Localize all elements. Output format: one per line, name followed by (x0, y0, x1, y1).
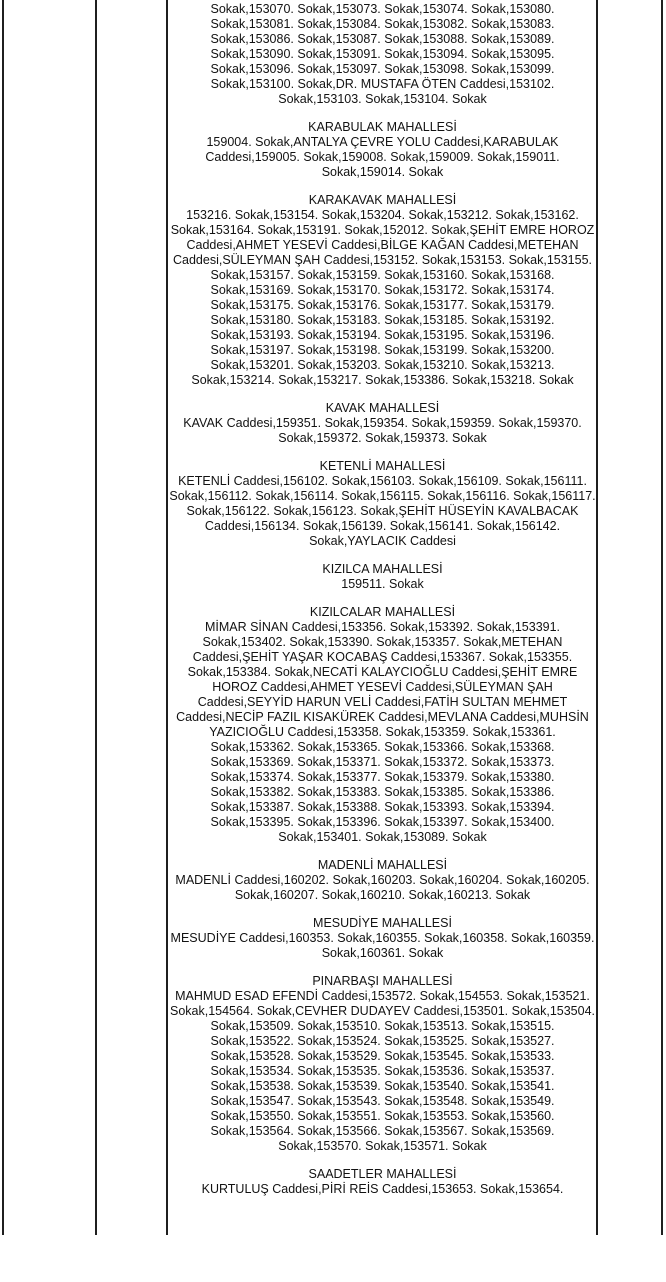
street-list: KURTULUŞ Caddesi,PİRİ REİS Caddesi,153653. Sokak,153654. (201, 1182, 564, 1196)
table-rule-outer-left (2, 0, 4, 1235)
street-list: Sokak,153070. Sokak,153073. Sokak,153074. Sokak,153080. Sokak,153081. Sokak,153084. Sokak,153082. Sokak,153083. Sokak,153086. Sokak,153087. Sokak,153088. Sokak,153089. Sokak,153090. Sokak,153091. Sokak,153094. Sokak,153095. Sokak,153096. Sokak,153097. Sokak,153098. Sokak,153099. Sokak,153100. Sokak,DR. MUSTAFA ÖTEN Caddesi,153102. Sokak,153103. Sokak,153104. Sokak (210, 2, 555, 106)
neighborhood-header: KIZILCA MAHALLESİ (322, 562, 443, 576)
neighborhood-header: PINARBAŞI MAHALLESİ (312, 974, 453, 988)
section-madenli (169, 858, 596, 903)
street-list: MAHMUD ESAD EFENDİ Caddesi,153572. Sokak,154553. Sokak,153521. Sokak,154564. Sokak,CEVHER DUDAYEV Caddesi,153501. Sokak,153504. Sokak,153509. Sokak,153510. Sokak,153513. Sokak,153515. Sokak,153522. Sokak,153524. Sokak,153525. Sokak,153527. Sokak,153528. Sokak,153529. Sokak,153545. Sokak,153533. Sokak,153534. Sokak,153535. Sokak,153536. Sokak,153537. Sokak,153538. Sokak,153539. Sokak,153540. Sokak,153541. Sokak,153547. Sokak,153543. Sokak,153548. Sokak,153549. Sokak,153550. Sokak,153551. Sokak,153553. Sokak,153560. Sokak,153564. Sokak,153566. Sokak,153567. Sokak,153569. Sokak,153570. Sokak,153571. Sokak (169, 989, 596, 1153)
section-karabulak (169, 120, 596, 180)
table-rule-outer-right (661, 0, 663, 1235)
section-mesudiye (169, 916, 596, 961)
section-continuation (169, 2, 596, 107)
neighborhood-header: KETENLİ MAHALLESİ (319, 459, 446, 473)
street-list: 159004. Sokak,ANTALYA ÇEVRE YOLU Caddesi,KARABULAK Caddesi,159005. Sokak,159008. Sokak,159009. Sokak,159011. Sokak,159014. Sokak (205, 135, 560, 179)
neighborhood-header: SAADETLER MAHALLESİ (308, 1167, 457, 1181)
neighborhood-header: MADENLİ MAHALLESİ (317, 858, 448, 872)
street-list: 159511. Sokak (341, 577, 424, 591)
section-kavak (169, 401, 596, 446)
neighborhood-header: MESUDİYE MAHALLESİ (313, 916, 452, 930)
street-list: MİMAR SİNAN Caddesi,153356. Sokak,153392. Sokak,153391. Sokak,153402. Sokak,153390. Sokak,153357. Sokak,METEHAN Caddesi,ŞEHİT YAŞAR KOCABAŞ Caddesi,153367. Sokak,153355. Sokak,153384. Sokak,NECATİ KALAYCIOĞLU Caddesi,ŞEHİT EMRE HOROZ Caddesi,AHMET YESEVİ Caddesi,SÜLEYMAN ŞAH Caddesi,SEYYİD HARUN VELİ Caddesi,FATİH SULTAN MEHMET Caddesi,NECİP FAZIL KISAKÜREK Caddesi,MEVLANA Caddesi,MUHSİN YAZICIOĞLU Caddesi,153358. Sokak,153359. Sokak,153361. Sokak,153362. Sokak,153365. Sokak,153366. Sokak,153368. Sokak,153369. Sokak,153371. Sokak,153372. Sokak,153373. Sokak,153374. Sokak,153377. Sokak,153379. Sokak,153380. Sokak,153382. Sokak,153383. Sokak,153385. Sokak,153386. Sokak,153387. Sokak,153388. Sokak,153393. Sokak,153394. Sokak,153395. Sokak,153396. Sokak,153397. Sokak,153400. Sokak,153401. Sokak,153089. Sokak (176, 620, 589, 844)
street-list: KETENLİ Caddesi,156102. Sokak,156103. Sokak,156109. Sokak,156111. Sokak,156112. Sokak,156114. Sokak,156115. Sokak,156116. Sokak,156117. Sokak,156122. Sokak,156123. Sokak,ŞEHİT HÜSEYİN KAVALBACAK Caddesi,156134. Sokak,156139. Sokak,156141. Sokak,156142. Sokak,YAYLACIK Caddesi (169, 474, 596, 548)
section-ketenli (169, 459, 596, 549)
section-kizilca (169, 562, 596, 592)
street-list: 153216. Sokak,153154. Sokak,153204. Sokak,153212. Sokak,153162. Sokak,153164. Sokak,153191. Sokak,152012. Sokak,ŞEHİT EMRE HOROZ Caddesi,AHMET YESEVİ Caddesi,BİLGE KAĞAN Caddesi,METEHAN Caddesi,SÜLEYMAN ŞAH Caddesi,153152. Sokak,153153. Sokak,153155. Sokak,153157. Sokak,153159. Sokak,153160. Sokak,153168. Sokak,153169. Sokak,153170. Sokak,153172. Sokak,153174. Sokak,153175. Sokak,153176. Sokak,153177. Sokak,153179. Sokak,153180. Sokak,153183. Sokak,153185. Sokak,153192. Sokak,153193. Sokak,153194. Sokak,153195. Sokak,153196. Sokak,153197. Sokak,153198. Sokak,153199. Sokak,153200. Sokak,153201. Sokak,153203. Sokak,153210. Sokak,153213. Sokak,153214. Sokak,153217. Sokak,153386. Sokak,153218. Sokak (170, 208, 595, 387)
table-rule-col2 (166, 0, 168, 1235)
street-list: MESUDİYE Caddesi,160353. Sokak,160355. Sokak,160358. Sokak,160359. Sokak,160361. Sokak (170, 931, 595, 960)
street-list: KAVAK Caddesi,159351. Sokak,159354. Sokak,159359. Sokak,159370. Sokak,159372. Sokak,159373. Sokak (183, 416, 582, 445)
section-pinarbasi (169, 974, 596, 1154)
street-index-column (169, 2, 596, 1197)
section-kizilcalar (169, 605, 596, 845)
table-rule-col1 (95, 0, 97, 1235)
neighborhood-header: KIZILCALAR MAHALLESİ (309, 605, 456, 619)
neighborhood-header: KAVAK MAHALLESİ (325, 401, 440, 415)
section-karakavak (169, 193, 596, 388)
neighborhood-header: KARAKAVAK MAHALLESİ (308, 193, 457, 207)
table-rule-col3 (596, 0, 598, 1235)
section-saadetler (169, 1167, 596, 1197)
street-list: MADENLİ Caddesi,160202. Sokak,160203. Sokak,160204. Sokak,160205. Sokak,160207. Sokak,160210. Sokak,160213. Sokak (175, 873, 590, 902)
neighborhood-header: KARABULAK MAHALLESİ (308, 120, 457, 134)
